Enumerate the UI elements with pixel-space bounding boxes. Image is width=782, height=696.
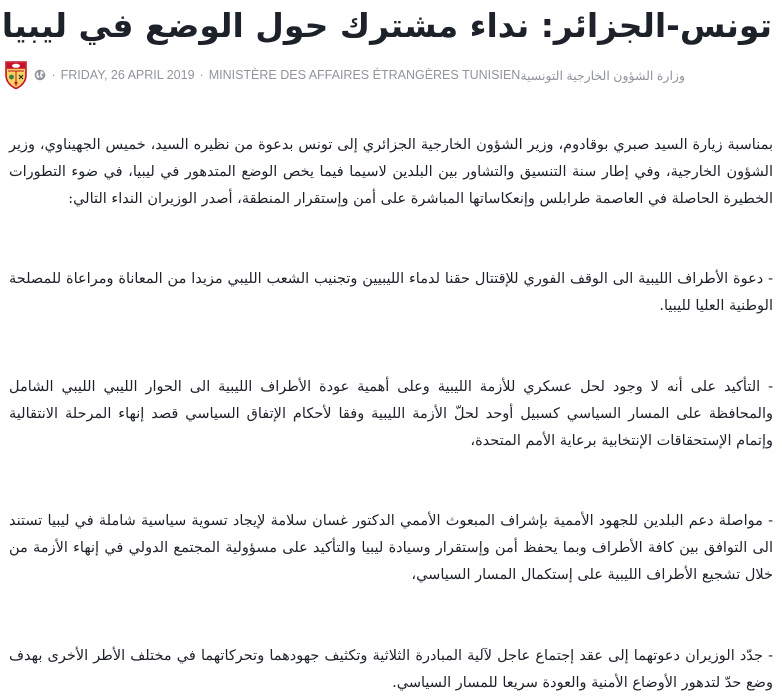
tunisia-coat-of-arms-icon[interactable] (2, 58, 30, 90)
globe-icon[interactable] (34, 69, 46, 81)
post-date[interactable]: FRIDAY, 26 APRIL 2019 (60, 68, 195, 82)
meta-separator: · (51, 68, 56, 82)
paragraph-point-4: - جدّد الوزيران دعوتهما إلى عقد إجتماع عاجل لآلية المبادرة الثلاثية وتكثيف جهودهما وتحركاتهما في مختلف الأطر الأخرى بهدف وضع حدّ لتدهور الأوضاع الأمنية والعودة سريعا للمسار السياسي. (9, 647, 773, 691)
paragraph-point-3: - مواصلة دعم البلدين للجهود الأممية بإشراف المبعوث الأممي الدكتور غسان سلامة لإيجاد تسوية سياسية شاملة في ليبيا تستند الى التوافق بين كافة الأطراف وبما يحفظ أمن وإستقرار وسيادة ليبيا والتأكيد على مسؤولية المجتمع الدولي في إنهاء الأزمة من خلال تشجيع الأطراف الليبية على إستكمال المسار السياسي، (9, 513, 773, 583)
post-meta (0, 63, 688, 87)
meta-separator: · (199, 68, 204, 82)
author-name-fr[interactable]: MINISTÈRE DES AFFAIRES ÉTRANGÈRES TUNISIEN (208, 68, 521, 82)
paragraph-point-2: - التأكيد على أنه لا وجود لحل عسكري للأزمة الليبية وعلى أهمية عودة الأطراف الليبية الى الحوار الليبي الليبي الشامل والمحافظة على المسار السياسي كسبيل أوحد لحلّ الأزمة الليبية وفقا لأحكام الإتفاق السياسي قصد إنهاء المرحلة الانتقالية وإتمام الإستحقاقات الإنتخابية برعاية الأمم المتحدة، (9, 378, 773, 449)
author-name-ar[interactable]: وزارة الشؤون الخارجية التونسية (520, 68, 685, 83)
paragraph-point-1: - دعوة الأطراف الليبية الى الوقف الفوري للإقتتال حقنا لدماء الليبيين وتجنيب الشعب الليبي مزيدا من المعاناة ومراعاة للمصلحة الوطنية العليا لليبيا. (9, 271, 773, 315)
post-body (9, 132, 773, 696)
paragraph-intro: بمناسبة زيارة السيد صبري بوقادوم، وزير الشؤون الخارجية الجزائري إلى تونس بدعوة من نظيره السيد، خميس الجهيناوي، وزير الشؤون الخارجية، وفي إطار سنة التنسيق والتشاور بين البلدين لاسيما فيما يخص الوضع المتدهور في ليبيا، في ضوء التطورات الخطيرة الحاصلة في العاصمة طرابلس وإنعكاساتها المباشرة على أمن وإستقرار المنطقة، أصدر الوزيران النداء التالي: (9, 137, 773, 207)
post-title: تونس-الجزائر: نداء مشترك حول الوضع في ليبيا (1, 6, 772, 45)
